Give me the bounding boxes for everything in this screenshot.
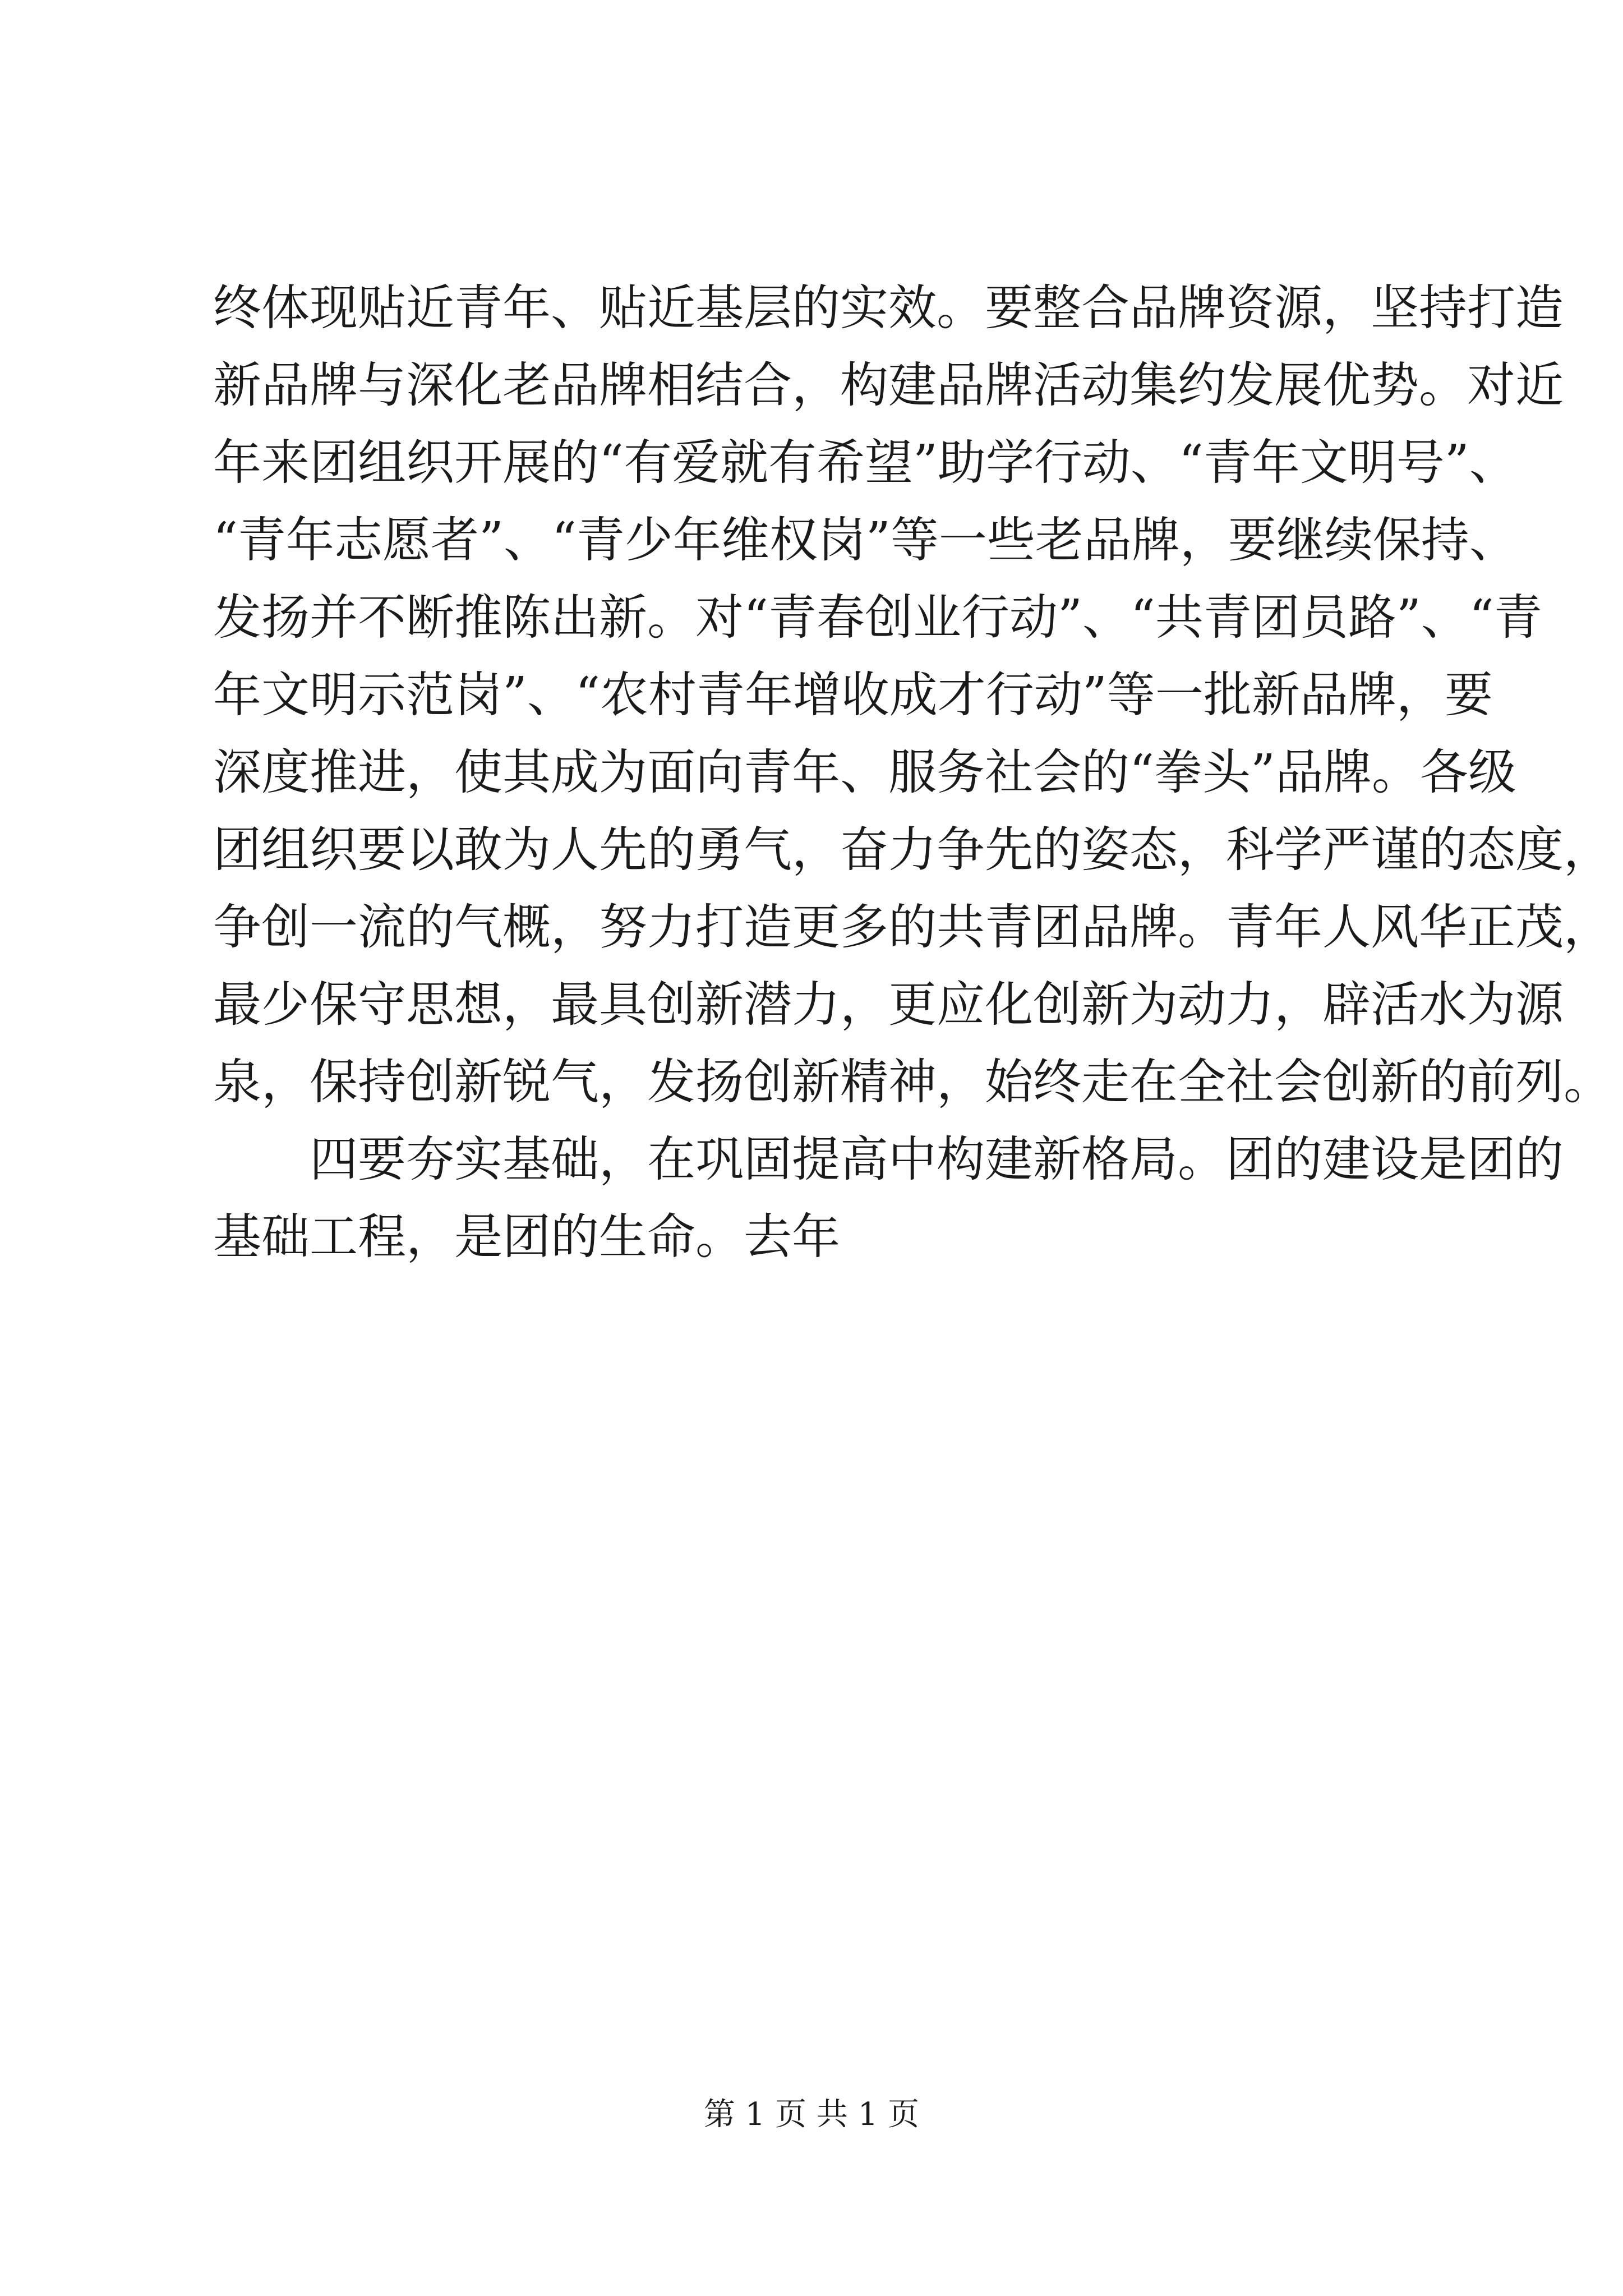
- text-line: 终体现贴近青年、贴近基层的实效。要整合品牌资源，坚持打造: [213, 280, 1564, 336]
- body-text: [213, 269, 1612, 1276]
- text-line: 年来团组织开展的“有爱就有希望”助学行动、“青年文明号”、: [213, 435, 1518, 491]
- text-line: 年文明示范岗”、“农村青年增收成才行动”等一批新品牌，要: [213, 667, 1493, 723]
- text-line: “青年志愿者”、“青少年维权岗”等一些老品牌，要继续保持、: [213, 512, 1518, 568]
- text-line: 团组织要以敢为人先的勇气，奋力争先的姿态，科学严谨的态度，: [213, 822, 1612, 878]
- text-line: 基础工程，是团的生命。去年: [213, 1209, 840, 1265]
- text-line: 深度推进，使其成为面向青年、服务社会的“拳头”品牌。各级: [213, 744, 1516, 800]
- text-line: 发扬并不断推陈出新。对“青春创业行动”、“共青团员路”、“青: [213, 590, 1542, 646]
- text-line: 争创一流的气概，努力打造更多的共青团品牌。青年人风华正茂，: [213, 899, 1612, 955]
- text-line: 新品牌与深化老品牌相结合，构建品牌活动集约发展优势。对近: [213, 357, 1564, 413]
- page-footer: 第 1 页 共 1 页: [703, 2096, 920, 2133]
- text-line: 最少保守思想，最具创新潜力，更应化创新为动力，辟活水为源: [213, 977, 1564, 1033]
- text-line: 泉，保持创新锐气，发扬创新精神，始终走在全社会创新的前列。: [213, 1054, 1612, 1110]
- paragraph-first-line: 四要夯实基础，在巩固提高中构建新格局。团的建设是团的: [310, 1131, 1564, 1188]
